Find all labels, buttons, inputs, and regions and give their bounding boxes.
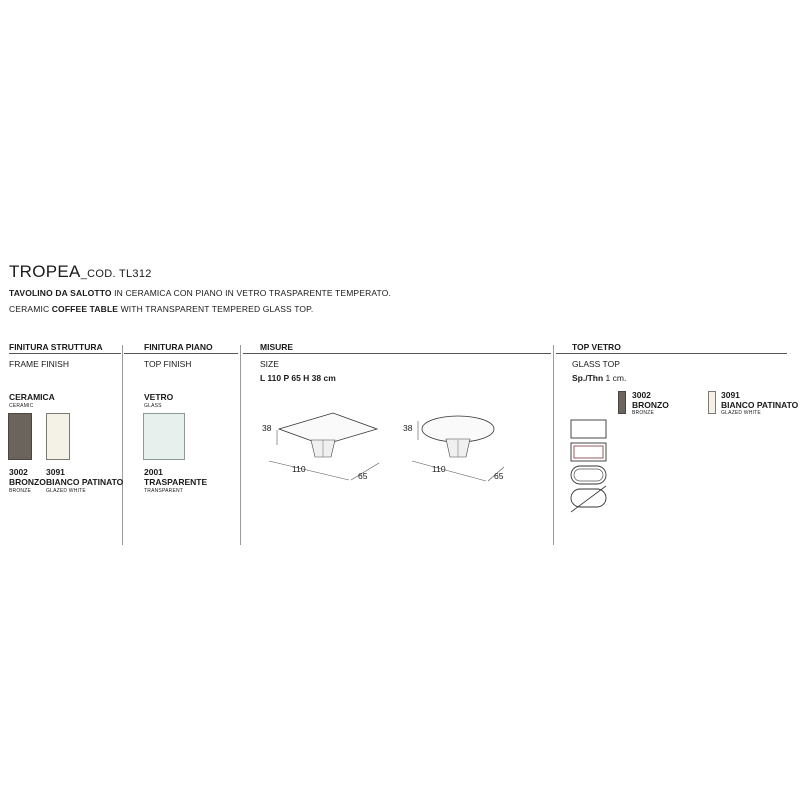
glass-swatch-name-en: BRONZE bbox=[632, 410, 655, 416]
swatch-bronze[interactable] bbox=[8, 413, 32, 460]
swatch-transparent[interactable] bbox=[143, 413, 185, 460]
oval-inner-top-icon bbox=[574, 469, 603, 481]
product-code: _COD. TL312 bbox=[80, 268, 152, 280]
oval-top-shape bbox=[422, 416, 494, 442]
product-title bbox=[9, 262, 152, 282]
glass-column-rule bbox=[556, 353, 787, 354]
column-separator bbox=[553, 345, 554, 545]
frame-material-en: CERAMIC bbox=[9, 403, 34, 409]
glass-top-icons bbox=[568, 416, 612, 516]
glass-swatch-name: BIANCO PATINATO bbox=[721, 400, 799, 410]
description-english-pre: CERAMIC bbox=[9, 304, 52, 314]
description-english-bold: COFFEE TABLE bbox=[51, 304, 119, 314]
glass-thickness-label: Sp./Thn bbox=[572, 373, 604, 383]
top-material: VETRO bbox=[144, 392, 174, 402]
glass-subheading: GLASS TOP bbox=[572, 359, 620, 369]
swatch-glazed-white[interactable] bbox=[46, 413, 70, 460]
top-subheading: TOP FINISH bbox=[144, 359, 192, 369]
glass-swatch-bronze[interactable] bbox=[618, 391, 626, 414]
frame-heading: FINITURA STRUTTURA bbox=[9, 342, 103, 352]
top-material-en: GLASS bbox=[144, 403, 162, 409]
frame-material: CERAMICA bbox=[9, 392, 55, 402]
length-dimension-line bbox=[412, 461, 486, 481]
oval-height-label: 38 bbox=[403, 423, 413, 433]
oval-depth-label: 65 bbox=[494, 471, 504, 481]
rectangle-top-icon bbox=[571, 420, 606, 438]
description-english-rest: WITH TRANSPARENT TEMPERED GLASS TOP. bbox=[118, 304, 314, 314]
product-name: TROPEA bbox=[9, 262, 81, 281]
description-italian-rest: IN CERAMICA CON PIANO IN VETRO TRASPARENTE TEMPERATO. bbox=[111, 288, 392, 298]
glass-swatch-name-en: GLAZED WHITE bbox=[721, 410, 761, 416]
frame-column-rule bbox=[9, 353, 121, 354]
top-column-rule bbox=[124, 353, 238, 354]
sizes-subheading: SIZE bbox=[260, 359, 279, 369]
swatch-code: 2001 bbox=[144, 467, 163, 477]
glass-swatch-name: BRONZO bbox=[632, 400, 669, 410]
swatch-name: BIANCO PATINATO bbox=[46, 477, 124, 487]
rectangular-table-drawing bbox=[255, 405, 395, 485]
sizes-dimensions: L 110 P 65 H 38 cm bbox=[260, 373, 336, 383]
swatch-code: 3091 bbox=[46, 467, 65, 477]
swatch-name-en: GLAZED WHITE bbox=[46, 488, 86, 494]
swatch-name-en: BRONZE bbox=[9, 488, 32, 494]
rect-height-label: 38 bbox=[262, 423, 272, 433]
description-italian-bold: TAVOLINO DA SALOTTO bbox=[9, 288, 112, 298]
oval-length-label: 110 bbox=[432, 464, 446, 474]
length-dimension-line bbox=[269, 461, 349, 480]
swatch-code: 3002 bbox=[9, 467, 28, 477]
description-english bbox=[9, 304, 313, 314]
frame-subheading: FRAME FINISH bbox=[9, 359, 69, 369]
rectangle-inner-top-icon bbox=[574, 446, 603, 458]
top-heading: FINITURA PIANO bbox=[144, 342, 213, 352]
oval-outline-top-icon bbox=[571, 489, 606, 507]
rect-length-label: 110 bbox=[292, 464, 306, 474]
glass-thickness-value: 1 cm. bbox=[603, 373, 627, 383]
column-separator bbox=[122, 345, 123, 545]
swatch-name: BRONZO bbox=[9, 477, 46, 487]
glass-swatch-code: 3002 bbox=[632, 390, 651, 400]
rect-depth-label: 65 bbox=[358, 471, 368, 481]
column-separator bbox=[240, 345, 241, 545]
glass-heading: TOP VETRO bbox=[572, 342, 621, 352]
glass-swatch-code: 3091 bbox=[721, 390, 740, 400]
glass-thickness bbox=[572, 373, 626, 383]
swatch-name-en: TRANSPARENT bbox=[144, 488, 184, 494]
glass-swatch-glazed-white[interactable] bbox=[708, 391, 716, 414]
oval-table-drawing bbox=[398, 405, 538, 485]
sizes-column-rule bbox=[243, 353, 551, 354]
sizes-heading: MISURE bbox=[260, 342, 294, 352]
description-italian bbox=[9, 288, 391, 298]
swatch-name: TRASPARENTE bbox=[144, 477, 208, 487]
